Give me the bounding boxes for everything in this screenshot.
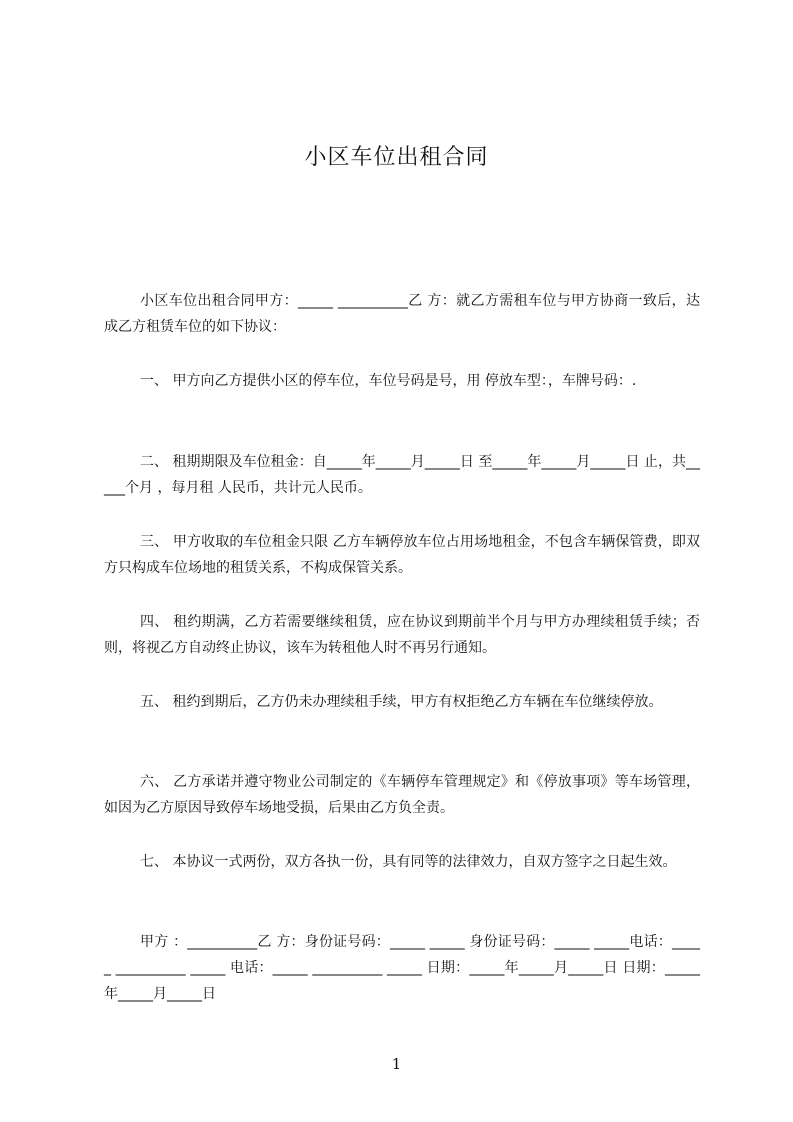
signature-block: 甲方 ：__________乙 方：身份证号码：_____ _____ 身份证号码：_____ _____电话：_____ __________ _____ 电话：_____ __________ _____ 日期：_____年_____月_____日 日期：_____年_____月_____日 <box>104 934 700 1002</box>
intro-paragraph: 小区车位出租合同甲方：_____ __________乙 方：就乙方需租车位与甲方协商一致后，达成乙方租赁车位的如下协议： <box>104 293 700 335</box>
clause-5: 五、 租约到期后，乙方仍未办理续租手续，甲方有权拒绝乙方车辆在车位继续停放。 <box>140 694 663 710</box>
clause-1: 一、 甲方向乙方提供小区的停车位，车位号码是号，用 停放车型：，车牌号码：. <box>140 373 637 389</box>
page-number: 1 <box>391 1055 402 1073</box>
clause-7: 七、 本协议一式两份，双方各执一份，具有同等的法律效力，自双方签字之日起生效。 <box>140 854 677 870</box>
document-title: 小区车位出租合同 <box>304 145 489 170</box>
clause-6: 六、 乙方承诺并遵守物业公司制定的《车辆停车管理规定》和《停放事项》等车场管理，如因为乙方原因导致停车场地受损，后果由乙方负全责。 <box>104 774 700 816</box>
clause-3: 三、 甲方收取的车位租金只限 乙方车辆停放车位占用场地租金，不包含车辆保管费，即双方只构成车位场地的租赁关系，不构成保管关系。 <box>104 534 700 576</box>
clause-4: 四、 租约期满，乙方若需要继续租赁，应在协议到期前半个月与甲方办理续租赁手续；否则，将视乙方自动终止协议，该车为转租他人时不再另行通知。 <box>104 614 700 656</box>
clause-2: 二、 租期期限及车位租金：自_____年_____月_____日 至_____年_____月_____日 止，共_____个月 ，每月租 人民币，共计元人民币。 <box>104 454 700 496</box>
